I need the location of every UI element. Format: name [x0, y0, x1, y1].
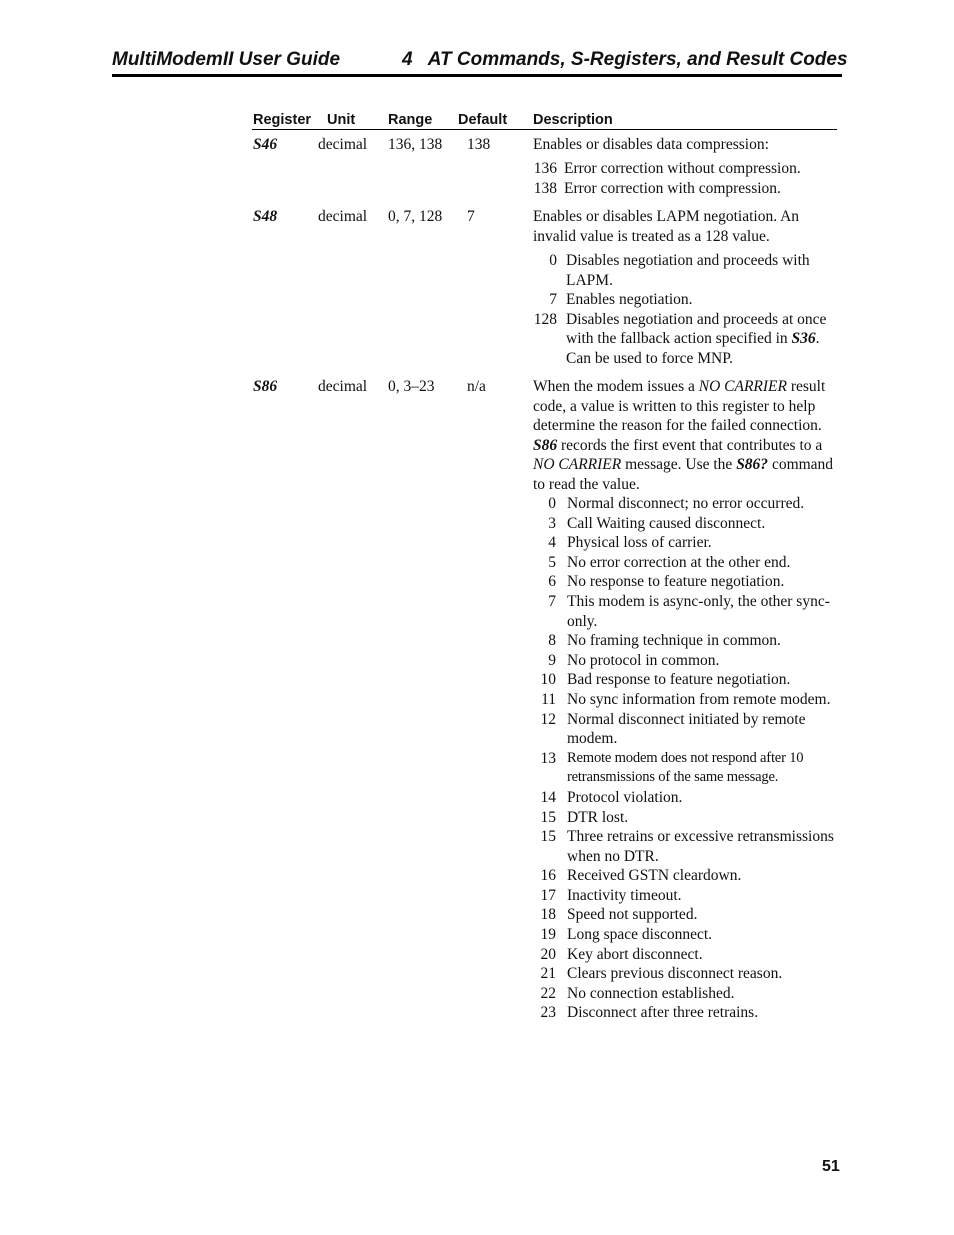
column-header-range: Range: [388, 112, 433, 128]
list-item: [533, 788, 845, 808]
text-part: When the modem issues a: [533, 378, 699, 395]
list-item: [533, 808, 845, 828]
text-part: message. Use the: [621, 456, 737, 474]
register-name: S46: [253, 136, 278, 153]
code-text: Normal disconnect initiated by remote modem.: [567, 710, 806, 748]
table-header-rule: [252, 129, 837, 130]
description-text: [533, 377, 845, 495]
list-item: [533, 1003, 845, 1023]
code-text: DTR lost.: [567, 808, 629, 826]
code-text: Normal disconnect; no error occurred.: [567, 495, 805, 512]
code-value: 0: [548, 495, 556, 512]
code-value: 136: [533, 160, 557, 177]
code-value: 21: [540, 965, 556, 983]
register-default: 7: [467, 208, 475, 225]
list-item: [533, 866, 845, 886]
code-value: 17: [540, 886, 556, 904]
code-value: 138: [533, 179, 557, 197]
list-item: [533, 827, 845, 866]
code-value: 16: [540, 867, 556, 885]
code-value: 9: [548, 651, 556, 669]
text-part: command to read the value.: [533, 456, 834, 493]
code-text: Disconnect after three retrains.: [567, 1004, 759, 1022]
code-text: No response to feature negotiation.: [567, 573, 785, 591]
code-value: 7: [549, 291, 557, 309]
text-part: records the first event that contributes to a: [557, 436, 823, 454]
code-text: Protocol violation.: [567, 788, 683, 806]
code-value: 18: [540, 906, 556, 924]
list-item: [533, 179, 843, 199]
code-value: 8: [548, 632, 556, 650]
column-header-register: Register: [253, 112, 312, 128]
register-default: n/a: [467, 378, 486, 395]
code-text: No error correction at the other end.: [567, 553, 791, 571]
description-text: Enables or disables data compression:: [533, 136, 769, 153]
list-item: [533, 251, 845, 290]
register-reference: S36: [791, 330, 816, 348]
code-value: 19: [540, 926, 556, 944]
list-item: [533, 310, 845, 369]
code-value: 12: [540, 710, 556, 728]
code-text: Inactivity timeout.: [567, 886, 682, 904]
header-rule: [112, 74, 842, 77]
column-header-unit: Unit: [327, 112, 356, 128]
list-item: [533, 749, 845, 788]
list-item: [533, 710, 845, 749]
register-unit: decimal: [318, 378, 368, 395]
code-text: Error correction with compression.: [564, 179, 781, 197]
list-item: [533, 964, 845, 984]
code-list: [533, 159, 843, 198]
code-text: No connection established.: [567, 984, 735, 1002]
code-list: [533, 251, 845, 369]
guide-title: MultiModemII User Guide: [112, 49, 341, 70]
code-value: 23: [540, 1004, 556, 1022]
list-item: [533, 925, 845, 945]
code-text: Key abort disconnect.: [567, 945, 703, 963]
register-range: 0, 7, 128: [388, 208, 443, 225]
list-item: [533, 886, 845, 906]
register-description: [533, 377, 845, 495]
list-item: [533, 651, 845, 671]
list-item: [533, 159, 843, 179]
register-unit: decimal: [318, 136, 368, 153]
code-text-part: Disables negotiation and proceeds at once with the fallback action specified in: [566, 310, 827, 348]
register-range: 136, 138: [388, 136, 443, 153]
code-list: [533, 494, 845, 1023]
list-item: [533, 592, 845, 631]
code-text: No sync information from remote modem.: [567, 690, 831, 708]
code-value: 22: [540, 984, 556, 1002]
list-item: [533, 494, 845, 514]
code-value: 4: [548, 534, 556, 552]
code-value: 13: [540, 749, 556, 767]
code-value: 10: [540, 671, 556, 689]
code-value: 11: [541, 690, 556, 708]
code-text: Received GSTN cleardown.: [567, 867, 742, 885]
register-name: S48: [253, 208, 278, 225]
code-text: Speed not supported.: [567, 906, 698, 924]
code-value: 128: [533, 310, 557, 328]
result-code: NO CARRIER: [698, 378, 787, 395]
code-value: 15: [540, 828, 556, 846]
list-item: [533, 670, 845, 690]
chapter-title: 4 AT Commands, S-Registers, and Result Codes: [402, 49, 848, 70]
list-item: [533, 945, 845, 965]
code-text: This modem is async-only, the other sync-only.: [567, 592, 830, 630]
column-header-description: Description: [533, 112, 613, 128]
result-code: NO CARRIER: [533, 456, 622, 474]
code-text: Long space disconnect.: [567, 926, 713, 944]
code-text: Clears previous disconnect reason.: [567, 965, 783, 983]
list-item: [533, 553, 845, 573]
description-text: Enables or disables LAPM negotiation. An invalid value is treated as a 128 value.: [533, 208, 800, 245]
code-text: Call Waiting caused disconnect.: [567, 514, 766, 532]
register-name: S86: [253, 378, 278, 395]
register-unit: decimal: [318, 208, 368, 225]
code-text: Enables negotiation.: [566, 291, 693, 309]
register-description: [533, 207, 833, 246]
code-value: 5: [548, 553, 556, 571]
code-text: Three retrains or excessive retransmissions when no DTR.: [567, 828, 834, 865]
code-text: Bad response to feature negotiation.: [567, 671, 791, 689]
code-text-part: . Can be used to force MNP.: [566, 330, 820, 367]
code-value: 14: [540, 788, 556, 806]
command-reference: S86?: [736, 456, 769, 474]
list-item: [533, 514, 845, 534]
list-item: [533, 533, 845, 553]
list-item: [533, 905, 845, 925]
code-text: Disables negotiation and proceeds with LAPM.: [566, 252, 810, 289]
list-item: [533, 631, 845, 651]
column-header-default: Default: [458, 112, 508, 128]
code-value: 7: [548, 592, 556, 610]
list-item: [533, 984, 845, 1004]
list-item: [533, 290, 845, 310]
code-text: No protocol in common.: [567, 651, 720, 669]
code-value: 3: [548, 514, 556, 532]
code-text: Physical loss of carrier.: [567, 534, 712, 552]
code-value: 6: [548, 573, 556, 591]
code-text: Error correction without compression.: [564, 160, 801, 177]
register-range: 0, 3–23: [388, 378, 435, 395]
code-text: Remote modem does not respond after 10 retransmissions of the same message.: [567, 749, 804, 786]
list-item: [533, 572, 845, 592]
list-item: [533, 690, 845, 710]
code-value: 15: [540, 808, 556, 826]
page-number: 51: [822, 1158, 840, 1175]
register-description: [533, 135, 845, 155]
register-reference: S86: [533, 436, 558, 454]
code-value: 0: [549, 252, 557, 269]
code-text: No framing technique in common.: [567, 632, 781, 650]
code-text: [557, 310, 845, 369]
code-value: 20: [540, 945, 556, 963]
register-default: 138: [467, 136, 491, 153]
text-part: result code, a value is written to this register to help determine the reason for the failed connection.: [533, 378, 826, 435]
